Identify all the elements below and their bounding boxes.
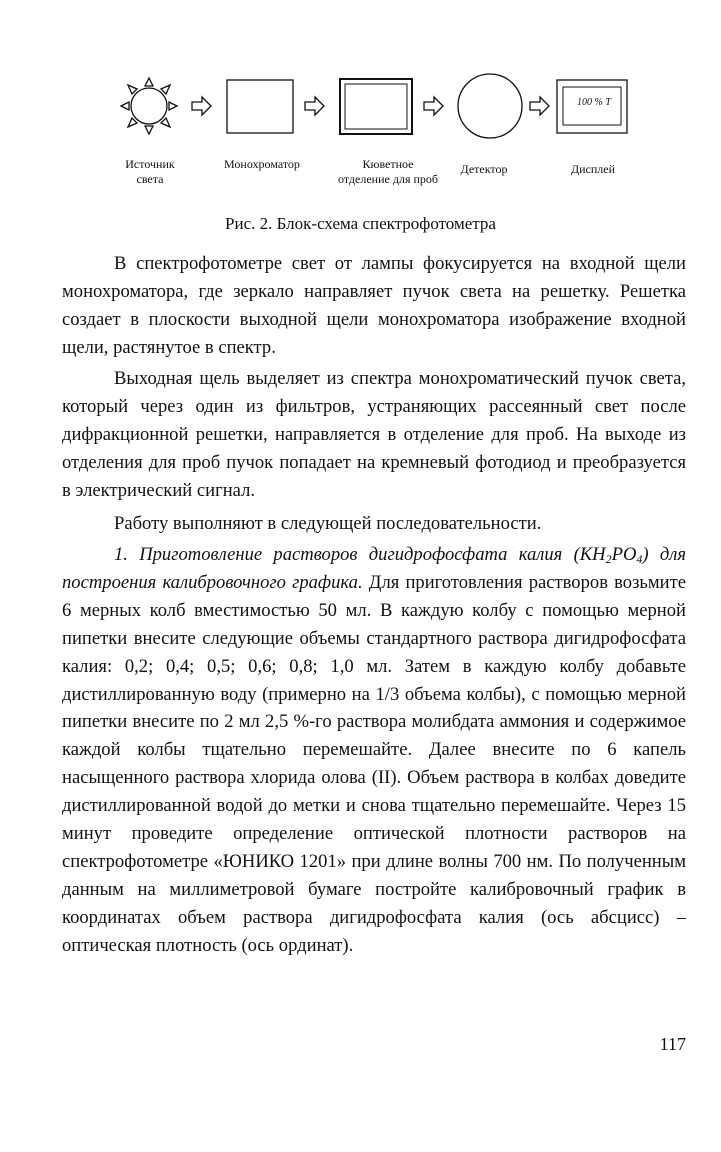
cuvette-box: [340, 79, 412, 134]
arrow-icon: [305, 97, 324, 115]
arrow-icon: [424, 97, 443, 115]
section-heading: 1. Приготовление растворов дигидрофосфата калия $(KH_2PO_4)$ для построения калибровочного графика.: [62, 544, 687, 593]
light-source-icon: [121, 78, 177, 134]
arrow-icon: [530, 97, 549, 115]
label-detector: Детектор: [460, 162, 508, 176]
label-monochromator: Монохроматор: [224, 157, 300, 171]
display-readout: 100 % T: [577, 97, 611, 108]
paragraph-3: Работу выполняют в следующей последовательности.: [114, 513, 542, 534]
figure-caption: Рис. 2. Блок-схема спектрофотометра: [225, 214, 496, 233]
paragraph-4-body: Для приготовления растворов возьмите 6 мерных колб вместимостью 50 мл. В каждую колбу с помощью мерной пипетки внесите следующие объемы стандартного раствора дигидрофосфата калия: 0,2; 0,4; 0,5; 0,6; 0,8; 1,0 мл. Затем в каждую колбу добавьте дистиллированную воду (примерно на 1/3 объема колбы), с помощью мерной пипетки внесите по 2 мл 2,5 %-го раствора молибдата аммония и содержимое каждой колбы тщательно перемешайте. Далее внесите по 6 капель насыщенного раствора хлорида олова (II). Объем раствора в колбах доведите дистиллированной водой до метки и снова тщательно перемешайте. Через 15 минут проведите определение оптической плотности растворов на спектрофотометре «ЮНИКО 1201» при длине волны 700 нм. По полученным данным на миллиметровой бумаге постройте калибровочный график в координатах объем раствора дигидрофосфата калия (ось абсцисс) – оптическая плотность (ось ординат).: [62, 571, 686, 956]
monochromator-box: [227, 80, 293, 133]
detector-circle: [458, 74, 522, 138]
paragraph-2: Выходная щель выделяет из спектра монохроматический пучок света, который через один из фильтров, устраняющих рассеянный свет после дифракционной решетки, направляется в отделение для проб. На выходе из отделения для проб пучок попадает на кремневый фотодиод и преобразуется в электрический сигнал.: [62, 368, 686, 501]
paragraph-1: В спектрофотометре свет от лампы фокусируется на входной щели монохроматора, где зеркало направляет пучок света на решетку. Решетка создает в плоскости выходной щели монохроматора изображение входной щели, растянутое в спектр.: [62, 253, 686, 358]
label-light-source: Источник света: [125, 157, 175, 186]
page-number: 117: [659, 1034, 686, 1054]
arrow-icon: [192, 97, 211, 115]
label-cuvette: Кюветное отделение для проб: [338, 157, 438, 186]
paragraph-4: [62, 541, 686, 960]
label-display: Дисплей: [570, 162, 616, 176]
